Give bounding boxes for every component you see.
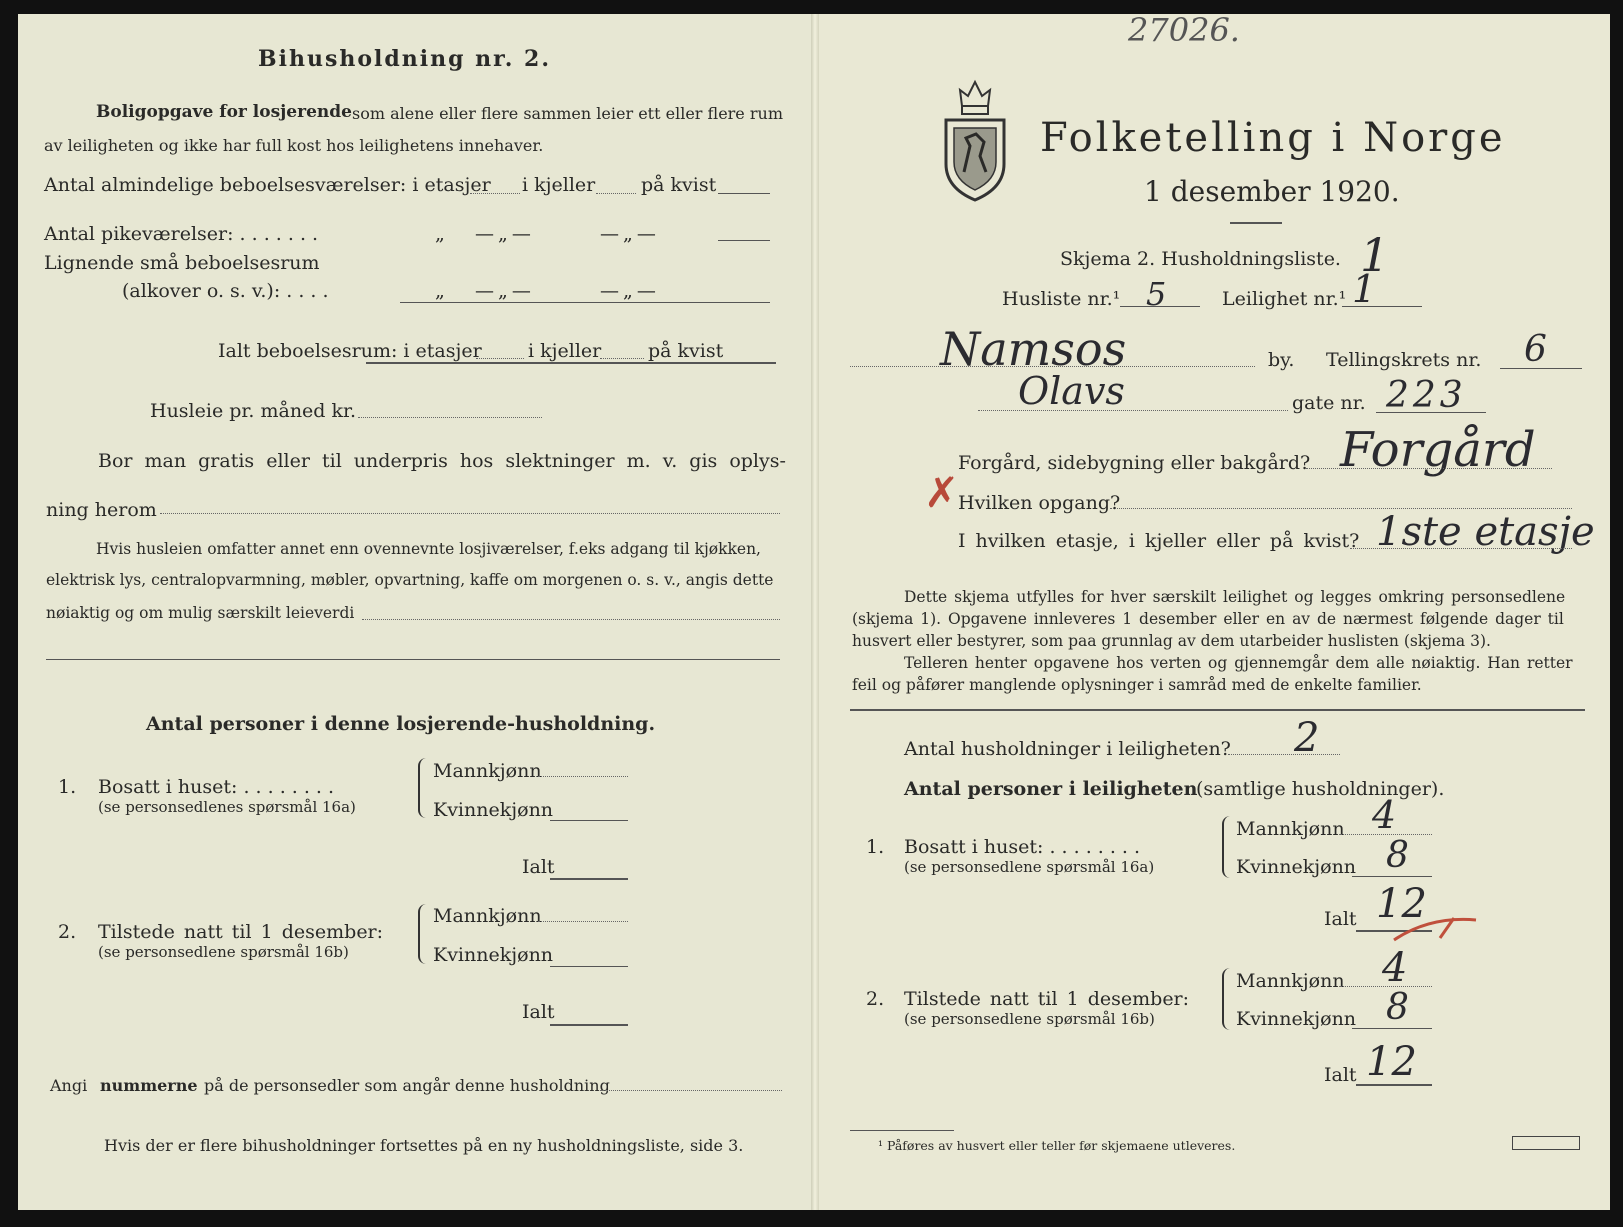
gate-label: gate nr. (1292, 392, 1366, 414)
street-line (978, 410, 1288, 411)
krets-label: Tellingskrets nr. (1326, 349, 1482, 371)
incl-line-2 (46, 659, 780, 660)
schema-value: 1 (1360, 228, 1390, 282)
right-q2-num: 2. (866, 988, 885, 1010)
right-q1-male-value: 4 (1372, 793, 1397, 837)
total-rooms-underline (366, 362, 776, 364)
total-attic-label: på kvist (648, 340, 724, 362)
gate-line (1376, 412, 1486, 413)
rooms-attic-label: på kvist (641, 174, 717, 196)
maid-ditto-3: —„— (600, 223, 660, 245)
city-value: Namsos (940, 322, 1127, 376)
rooms-label: Antal almindelige beboelsesværelser: i etasjer (44, 174, 491, 196)
instruction-3: husvert eller bestyrer, som paa grunnlag av dem utarbeider huslisten (skjema 3). (852, 632, 1491, 650)
etasje-question: I hvilken etasje, i kjeller eller på kvist? (958, 530, 1360, 552)
maid-ditto-2: —„— (475, 223, 535, 245)
numbers-pre: Angi (50, 1076, 88, 1095)
left-q1-label: Bosatt i huset: . . . . . . . . (98, 776, 335, 798)
right-q2-total-value: 12 (1366, 1039, 1417, 1085)
by-label: by. (1268, 349, 1295, 371)
title-rule (1230, 222, 1282, 224)
etasje-value: 1ste etasje (1376, 509, 1595, 555)
right-q1-num: 1. (866, 836, 885, 858)
left-title: Bihusholdning nr. 2. (258, 46, 551, 72)
right-persons-rest: (samtlige husholdninger). (1196, 778, 1445, 800)
street-value: Olavs (1018, 369, 1125, 413)
instruction-4: Telleren henter opgavene hos verten og gjennemgår dem alle nøiaktig. Han retter (904, 654, 1573, 672)
rooms-cellar-line (596, 193, 636, 194)
right-q2-total: Ialt (1324, 1064, 1357, 1086)
right-q1-male: Mannkjønn (1236, 818, 1345, 840)
small-rooms-label-1: Lignende små beboelsesrum (44, 252, 320, 274)
right-q1-total-value: 12 (1376, 881, 1427, 927)
free-text-2: ning herom (46, 499, 157, 521)
total-floor-line (476, 358, 524, 359)
left-q1-male: Mannkjønn (433, 760, 542, 782)
instruction-rule (850, 709, 1585, 711)
total-cellar-label: i kjeller (528, 340, 602, 362)
right-q1-female-line (1352, 876, 1432, 877)
printer-stamp (1512, 1136, 1580, 1150)
footnote: ¹ Påføres av husvert eller teller før skjemaene utleveres. (878, 1138, 1236, 1153)
total-rooms-label: Ialt beboelsesrum: i etasjer (218, 340, 482, 362)
small-rooms-label-2: (alkover o. s. v.): . . . . (122, 280, 329, 302)
right-q2-male-value: 4 (1382, 945, 1408, 991)
numbers-bold: nummerne (100, 1076, 198, 1095)
rooms-attic-line (718, 193, 770, 194)
left-q1-total: Ialt (522, 856, 555, 878)
city-line (850, 366, 1255, 367)
main-title: Folketelling i Norge (1040, 115, 1506, 161)
right-q1-female-value: 8 (1386, 835, 1409, 876)
rent-line (358, 417, 542, 418)
more-households-note: Hvis der er flere bihusholdninger fortsettes på en ny husholdningsliste, side 3. (104, 1136, 744, 1155)
husliste-label: Husliste nr.¹ (1002, 288, 1121, 310)
krets-value: 6 (1524, 329, 1547, 370)
right-q1-brace (1222, 816, 1232, 878)
instruction-1: Dette skjema utfylles for hver særskilt leilighet og legges omkring personsedlene (904, 588, 1566, 606)
numbers-line (600, 1090, 782, 1091)
left-q2-label: Tilstede natt til 1 desember: (98, 921, 384, 943)
instruction-2: (skjema 1). Opgavene innleveres 1 desember eller en av de nærmest følgende dager til (852, 610, 1564, 628)
right-q2-female-value: 8 (1386, 987, 1409, 1028)
husliste-value: 5 (1146, 275, 1167, 313)
small-ditto-2: —„— (475, 280, 535, 302)
right-q1-label: Bosatt i huset: . . . . . . . . (904, 836, 1141, 858)
numbers-post: på de personsedler som angår denne husholdning (204, 1076, 610, 1095)
leilighet-label: Leilighet nr.¹ (1222, 288, 1347, 310)
intro-text-2: av leiligheten og ikke har full kost hos leilighetens innehaver. (44, 136, 544, 155)
left-q2-female-line (550, 966, 628, 967)
census-date: 1 desember 1920. (1144, 175, 1400, 208)
intro-bold: Boligopgave for losjerende (96, 102, 352, 122)
left-q2-female: Kvinnekjønn (433, 944, 554, 966)
small-rooms-line (400, 302, 770, 303)
right-q1-total: Ialt (1324, 908, 1357, 930)
incl-text-2: elektrisk lys, centralopvarmning, møbler, opvartning, kaffe om morgenen o. s. v., angis dette (46, 571, 774, 589)
intro-text-1: som alene eller flere sammen leier ett eller flere rum (352, 104, 783, 123)
right-q1-ref: (se personsedlene spørsmål 16a) (904, 858, 1155, 876)
opgang-question: Hvilken opgang? (958, 492, 1121, 514)
right-q2-brace (1222, 968, 1232, 1030)
forgard-question: Forgård, sidebygning eller bakgård? (958, 452, 1311, 474)
right-q2-label: Tilstede natt til 1 desember: (904, 988, 1190, 1010)
footnote-rule (850, 1130, 954, 1131)
rooms-cellar-label: i kjeller (522, 174, 596, 196)
leilighet-line (1342, 306, 1422, 307)
right-q2-male: Mannkjønn (1236, 970, 1345, 992)
small-ditto-3: —„— (600, 280, 660, 302)
left-q1-female: Kvinnekjønn (433, 799, 554, 821)
schema-label: Skjema 2. Husholdningsliste. (1060, 248, 1341, 270)
incl-text-1: Hvis husleien omfatter annet enn ovennevnte losjiværelser, f.eks adgang til kjøkken, (96, 540, 761, 558)
small-ditto-1: „ (435, 280, 445, 302)
right-q2-ref: (se personsedlene spørsmål 16b) (904, 1010, 1155, 1028)
free-line (160, 513, 780, 514)
free-text-1: Bor man gratis eller til underpris hos slektninger m. v. gis oplys- (98, 450, 786, 472)
left-q2-total-line (550, 1024, 628, 1026)
right-persons-title: Antal personer i leiligheten (904, 778, 1198, 800)
husliste-line (1120, 306, 1200, 307)
left-q2-ref: (se personsedlene spørsmål 16b) (98, 943, 349, 961)
red-correction-mark (1390, 910, 1480, 950)
maid-ditto-1: „ (435, 223, 445, 245)
total-cellar-line (600, 358, 644, 359)
left-q2-num: 2. (58, 921, 77, 943)
maid-attic-line (718, 240, 770, 241)
left-q1-male-line (538, 776, 628, 777)
left-q2-total: Ialt (522, 1001, 555, 1023)
left-persons-title: Antal personer i denne losjerende-husholdning. (146, 713, 656, 735)
rent-label: Husleie pr. måned kr. (150, 400, 357, 422)
left-q2-male: Mannkjønn (433, 905, 542, 927)
left-q1-female-line (550, 820, 628, 821)
coat-of-arms-icon (940, 76, 1010, 202)
incl-text-3: nøiaktig og om mulig særskilt leieverdi (46, 604, 355, 622)
right-q1-female: Kvinnekjønn (1236, 856, 1357, 878)
etasje-line (1350, 548, 1572, 549)
left-q1-ref: (se personsedlenes spørsmål 16a) (98, 798, 356, 816)
krets-line (1500, 368, 1582, 369)
red-check-mark: ✗ (924, 468, 960, 517)
forgard-line (1306, 468, 1552, 469)
hh-count-question: Antal husholdninger i leiligheten? (904, 738, 1231, 760)
left-q2-brace (418, 904, 428, 964)
left-q2-male-line (538, 921, 628, 922)
left-q1-num: 1. (58, 776, 77, 798)
right-q2-female: Kvinnekjønn (1236, 1008, 1357, 1030)
leilighet-value: 1 (1352, 267, 1377, 311)
incl-line (362, 619, 780, 620)
instruction-5: feil og påfører manglende oplysninger i samråd med de enkelte familier. (852, 676, 1422, 694)
left-q1-total-line (550, 878, 628, 880)
maid-rooms-label: Antal pikeværelser: . . . . . . . (44, 223, 319, 245)
page-fold (811, 14, 819, 1210)
left-q1-brace (418, 758, 428, 818)
hh-count-line (1228, 754, 1340, 755)
gate-value: 223 (1386, 375, 1467, 416)
right-q2-total-line (1356, 1084, 1432, 1086)
rooms-floor-line (470, 193, 520, 194)
archive-number: 27026. (1128, 11, 1240, 49)
hh-count-value: 2 (1294, 715, 1320, 761)
right-q2-female-line (1352, 1028, 1432, 1029)
forgard-value: Forgård (1340, 422, 1536, 478)
